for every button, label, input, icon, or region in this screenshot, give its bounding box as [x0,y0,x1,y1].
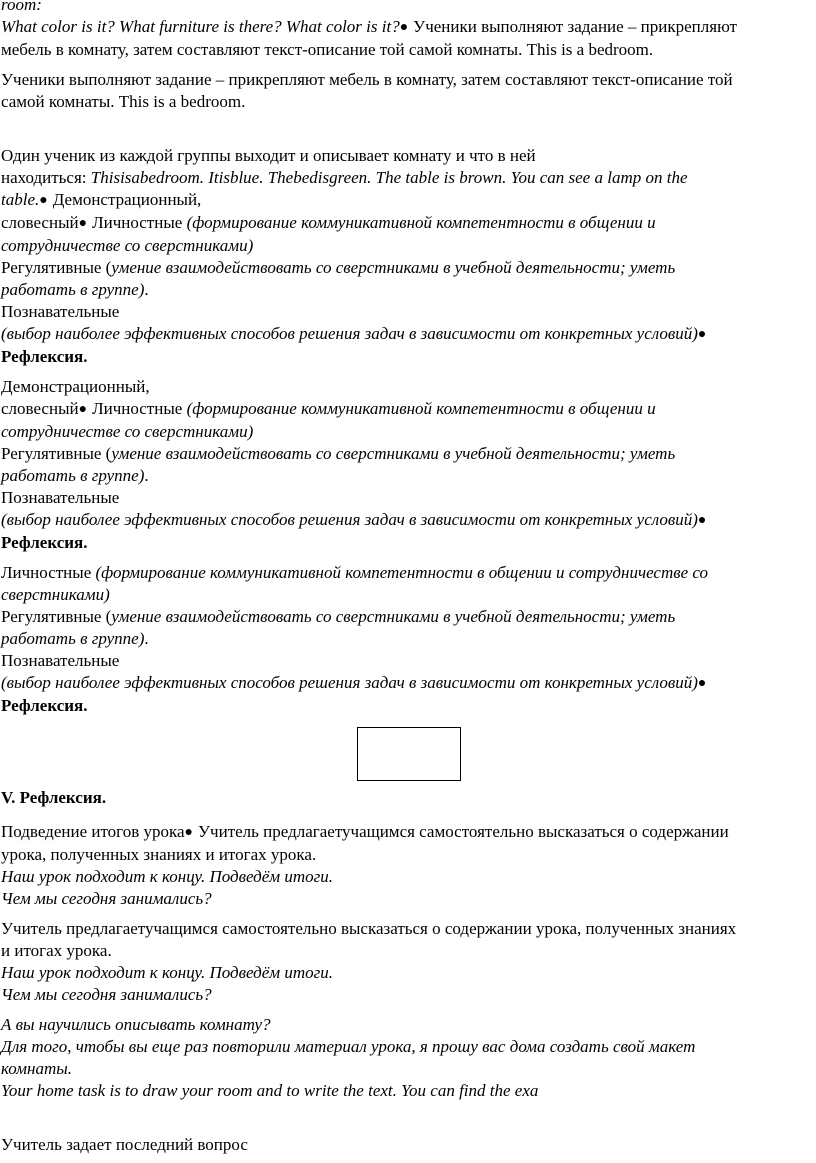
reg-label: Регулятивные ( [1,607,112,626]
personal-desc: (формирование коммуникативной компетентности в общении и [186,399,656,418]
image-frame-area [1,717,815,787]
uud2-cog-label: Познавательные [1,488,120,507]
reg-desc: умение взаимодействовать со сверстниками в учебной деятельности; уметь [111,444,676,463]
repeat-line-1: Ученики выполняют задание – прикрепляют мебель в комнату, затем составляют текст-описание той [1,70,733,89]
empty-image-frame [357,727,461,781]
intro-task: Ученики выполняют задание – прикрепляют [413,17,737,36]
bullet-icon: ● [78,216,88,231]
homework-line-2: Для того, чтобы вы еще раз повторили материал урока, я прошу вас дома создать свой макет [1,1037,696,1056]
uud3-cog-label: Познавательные [1,651,120,670]
bullet-icon: ● [184,825,194,840]
reg-desc-cont: работать в группе) [1,466,145,485]
group-example: Thisisabedroom. Itisblue. Thebedisgreen. The table is brown. You can see a lamp on the [90,168,688,187]
group-line-2 [1,167,815,189]
homework-line-1: А вы научились описывать комнату? [1,1015,271,1034]
summary-label: Подведение итогов урока [1,822,185,841]
intro-line-1: room: [1,0,42,14]
reg-desc-cont: работать в группе) [1,629,145,648]
reg-desc: умение взаимодействовать со сверстниками в учебной деятельности; уметь [111,607,676,626]
uud1-personal-line [1,212,815,235]
uud1-cog-label: Познавательные [1,302,120,321]
homework-line-3: комнаты. [1,1059,72,1078]
uud3-cog-line [1,672,815,695]
uud2-reg-line [1,443,815,465]
group-line-1: Один ученик из каждой группы выходит и описывает комнату и что в ней [1,146,536,165]
bullet-icon: ● [697,327,707,342]
group-example-end: table. [1,190,40,209]
method-demo: Демонстрационный, [52,190,202,209]
homework-line-4: Your home task is to draw your room and to write the text. You can find the exa [1,1081,539,1100]
uud2-cog-line [1,509,815,532]
summary-line-4: Чем мы сегодня занимались? [1,889,212,908]
uud2-demo: Демонстрационный, [1,377,150,396]
intro-line-3: мебель в комнату, затем составляют текст-описание той самой комнаты. This is a bedroom. [1,40,654,59]
uud1-cog-line [1,323,815,346]
reg-end: . [144,629,149,648]
uud3-reg-cont [1,628,815,650]
final-question: Учитель задает последний вопрос [1,1135,248,1154]
uud1-reflection: Рефлексия. [1,347,88,366]
cog-desc: (выбор наиболее эффективных способов решения задач в зависимости от конкретных условий) [1,673,698,692]
bullet-icon: ● [39,193,48,208]
cog-desc: (выбор наиболее эффективных способов решения задач в зависимости от конкретных условий) [1,324,698,343]
uud1-reg-cont [1,279,815,301]
teacher-line-2: и итогах урока. [1,941,112,960]
summary-line-2: урока, полученных знаниях и итогах урока. [1,845,317,864]
uud3-reg-line [1,606,815,628]
personal-label: Личностные [92,399,187,418]
group-label: находиться: [1,168,91,187]
bullet-icon: ● [78,402,88,417]
intro-questions: What color is it? What furniture is there? What color is it? [1,17,400,36]
uud1-reg-line [1,257,815,279]
teacher-line-3: Наш урок подходит к концу. Подведём итоги. [1,963,334,982]
reg-label: Регулятивные ( [1,444,112,463]
reg-desc: умение взаимодействовать со сверстниками в учебной деятельности; уметь [111,258,676,277]
method-verbal: словесный [1,399,79,418]
teacher-line-1: Учитель предлагаетучащимся самостоятельно высказаться о содержании урока, полученных знаниях [1,919,737,938]
teacher-line-4: Чем мы сегодня занимались? [1,985,212,1004]
reg-label: Регулятивные ( [1,258,112,277]
reg-desc-cont: работать в группе) [1,280,145,299]
uud1-personal-cont: сотрудничестве со сверстниками) [1,236,254,255]
personal-desc: (формирование коммуникативной компетентности в общении и [186,213,656,232]
uud2-reflection: Рефлексия. [1,533,88,552]
uud2-personal-line [1,398,815,421]
uud3-personal-cont: сверстниками) [1,585,110,604]
intro-line-2 [1,16,815,39]
cog-desc: (выбор наиболее эффективных способов решения задач в зависимости от конкретных условий) [1,510,698,529]
summary-line-1 [1,821,815,844]
bullet-icon: ● [399,20,409,35]
personal-label: Личностные [1,563,96,582]
bullet-icon: ● [697,513,707,528]
uud3-personal-line [1,562,815,584]
group-line-3 [1,189,815,212]
reg-end: . [144,280,149,299]
bullet-icon: ● [697,676,707,691]
uud2-reg-cont [1,465,815,487]
section-heading: V. Рефлексия. [1,788,107,807]
reg-end: . [144,466,149,485]
personal-label: Личностные [92,213,187,232]
uud2-personal-cont: сотрудничестве со сверстниками) [1,422,254,441]
summary-text: Учитель предлагаетучащимся самостоятельно высказаться о содержании [198,822,729,841]
personal-desc: (формирование коммуникативной компетентности в общении и сотрудничестве со [95,563,709,582]
summary-line-3: Наш урок подходит к концу. Подведём итоги. [1,867,334,886]
uud3-reflection: Рефлексия. [1,696,88,715]
method-verbal: словесный [1,213,79,232]
repeat-line-2: самой комнаты. This is a bedroom. [1,92,246,111]
